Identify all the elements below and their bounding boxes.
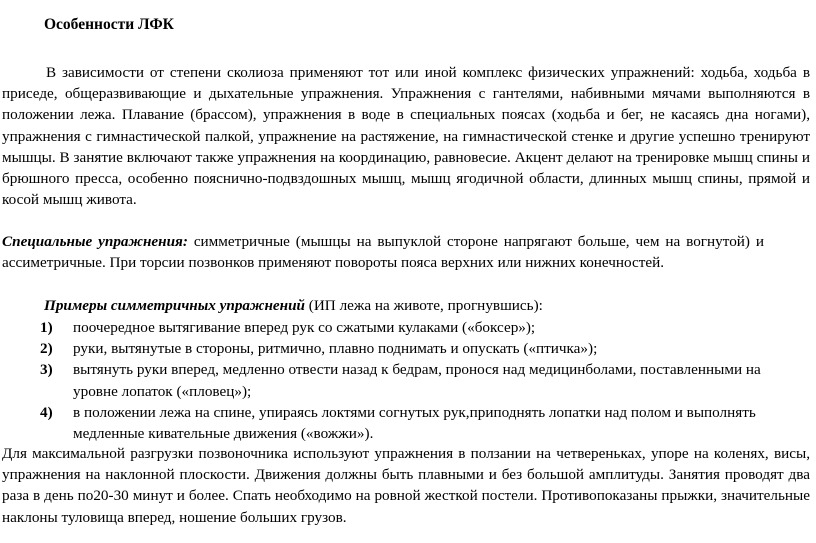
examples-list xyxy=(0,317,816,444)
list-item-number: 2) xyxy=(40,340,53,358)
list-item-text: поочередное вытягивание вперед рук со сжатыми кулаками («боксер»); xyxy=(73,319,536,336)
special-exercises-text: симметричные (мышцы на выпуклой стороне напрягают больше, чем на вогнутой) и ассиметричные. При торсии позвонков применяют повороты пояса верхних или нижних конечностей. xyxy=(2,233,764,272)
special-exercises-paragraph xyxy=(2,231,764,273)
examples-heading xyxy=(44,295,543,316)
list-item xyxy=(0,359,793,401)
special-exercises-label: Специальные упражнения: xyxy=(2,233,188,250)
examples-text: (ИП лежа на животе, прогнувшись): xyxy=(304,297,543,314)
examples-label: Примеры симметричных упражнений xyxy=(44,297,305,314)
list-item-number: 4) xyxy=(40,403,53,421)
list-item-text: вытянуть руки вперед, медленно отвести назад к бедрам, пронося над медицинболами, поставленными на уровне лопаток («пловец»); xyxy=(73,361,761,400)
list-item xyxy=(0,402,793,444)
list-item-number: 3) xyxy=(40,361,53,379)
list-item-text: в положении лежа на спине, упираясь локтями согнутых рук,приподнять лопатки над полом и выполнять медленные кивательные движения («вожжи»). xyxy=(73,403,756,443)
list-item xyxy=(0,317,793,338)
closing-paragraph: Для максимальной разгрузки позвоночника используют упражнения в ползании на четвереньках, упоре на коленях, висы, упражнения на наклонной плоскости. Движения должны быть плавными и без большой амплитуды. Занятия проводят два раза в день по20-30 минут и более. Спать необходимо на ровной жесткой постели. Противопоказаны прыжки, значительные наклоны туловища вперед, ношение больших грузов. xyxy=(2,445,810,526)
list-item-text: руки, вытянутые в стороны, ритмично, плавно поднимать и опускать («птичка»); xyxy=(73,340,598,358)
intro-paragraph: В зависимости от степени сколиоза применяют тот или иной комплекс физических упражнений: ходьба, ходьба в приседе, общеразвивающие и дыхательные упражнения. Упражнения с гантелями, набивными мячами выполняются в положении лежа. Плавание (брассом), упражнения в воде в специальных поясах (ходьба и бег, не касаясь дна ногами), упражнения с гимнастической палкой, упражнение на растяжение, на гимнастической стенке и другие успешно тренируют мышцы. В занятие включают также упражнения на координацию, равновесие. Акцент делают на тренировке мышц спины и брюшного пресса, особенно пояснично-подвздошных мышц, мышц ягодичной области, длинных мышц спины, прямой и косой мышц живота. xyxy=(2,64,810,209)
list-item xyxy=(0,338,793,359)
page-title: Особенности ЛФК xyxy=(44,16,174,33)
list-item-number: 1) xyxy=(40,319,53,336)
